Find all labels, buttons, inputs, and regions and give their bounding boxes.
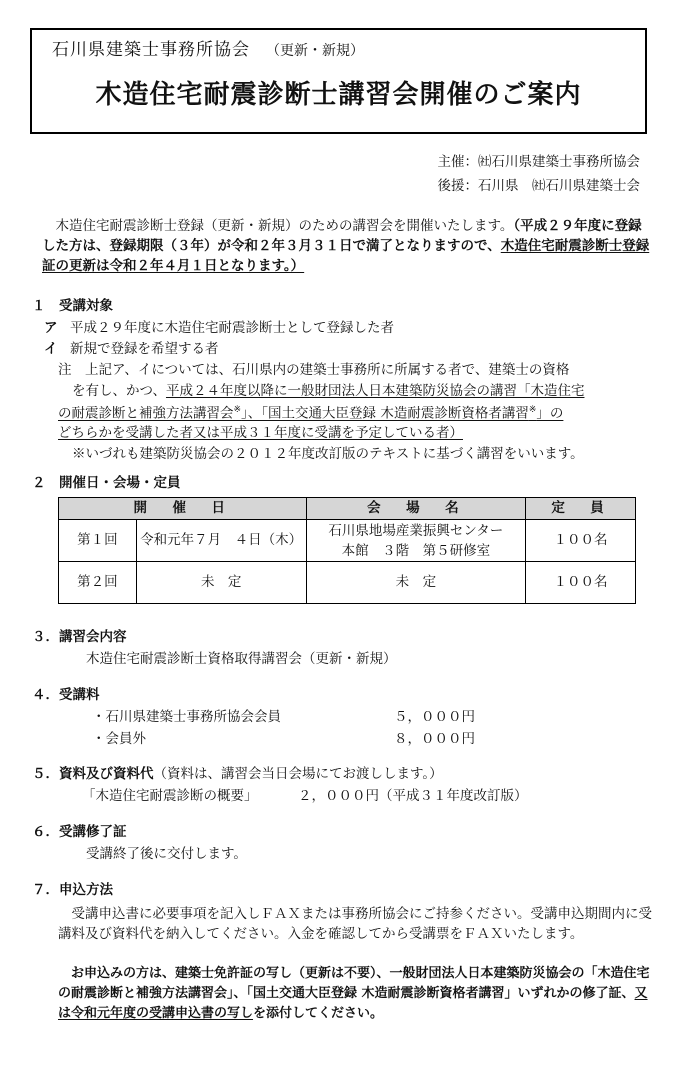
table-row [59,520,636,562]
row-no: 第２回 [59,562,137,604]
fee-price-member: ５，０００円 [394,709,475,725]
s5-heading: ５．資料及び資料代 [32,766,154,782]
s2-heading: ２ 開催日・会場・定員 [32,475,181,491]
table-row [59,562,636,604]
row-no: 第１回 [59,520,137,562]
s7-p2-a: お申込みの方は、建築士免許証の写し（更新は不要）、一般財団法人日本建築防災協会の「木造住宅の耐震診断と補強方法講習会」、「国土交通大臣登録 木造耐震診断資格者講習」いずれかの修了証、 [58,966,650,1001]
s7-p2-c: を添付してください。 [253,1006,384,1021]
intro-paragraph [42,216,654,276]
s1-note-line4: どちらかを受講した者又は平成３１年度に受講を予定している者） [58,425,463,441]
col-date: 開 催 日 [59,498,307,520]
s1-note-3b: 」、「国土交通大臣登録 木造耐震診断資格者講習 [241,405,529,422]
s1-note-line5: ※いづれも建築防災協会の２０１２年度改訂版のテキストに基づく講習をいいます。 [72,446,584,462]
s3-body: 木造住宅耐震診断士資格取得講習会（更新・新規） [86,651,397,667]
s1-a-text: 平成２９年度に木造住宅耐震診断士として登録した者 [70,320,394,336]
s1-a-mark: ア [44,320,58,336]
s3-heading: ３．講習会内容 [32,629,127,645]
host-line: 主催：㈳石川県建築士事務所協会 [437,154,640,170]
s4-heading: ４．受講料 [32,687,100,703]
col-capacity: 定 員 [526,498,636,520]
s5-price: ２，０００円 [298,788,379,804]
support-line: 後援：石川県 ㈳石川県建築士会 [437,178,640,194]
s6-body: 受講終了後に交付します。 [86,846,247,862]
s5-book: 「木造住宅耐震診断の概要」 [82,788,258,804]
s5-heading-line [32,768,443,782]
s1-i-text: 新規で登録を希望する者 [70,341,219,357]
s1-note-line1: 注 上記ア、イについては、石川県内の建築士事務所に所属する者で、建築士の資格 [58,362,570,378]
s1-note-line3 [58,406,563,421]
s1-note-2a: を有し、かつ、 [72,383,166,399]
venue-table [58,497,636,604]
fee-label-nonmember: ・会員外 [92,731,146,747]
s1-note-mark-1: ※ [233,405,242,415]
s7-heading: ７．申込方法 [32,882,113,898]
row-date: 未 定 [136,562,306,604]
s1-heading: １ 受講対象 [32,298,113,314]
s7-p2-b: 又は令和元年度の受講申込書の写し [58,986,648,1021]
s6-heading: ６．受講修了証 [32,824,127,840]
row-venue-1: 石川県地場産業振興センター [328,522,504,539]
s1-note-3c: 」の [536,405,564,422]
s7-paragraph-2 [58,964,654,1024]
venue-table-header [59,498,636,520]
org-name: 石川県建築士事務所協会 [52,40,250,60]
intro-bold-2: 木造住宅耐震診断士登録証の更新は令和２年４月１日となります。） [42,238,650,274]
org-note: （更新・新規） [266,43,364,59]
row-capacity: １００名 [526,562,636,604]
s1-i-mark: イ [44,341,58,357]
s1-note-2b: 平成２４年度以降に一般財団法人日本建築防災協会の講習「木造住宅 [165,383,585,399]
title-box [30,28,647,134]
fee-price-nonmember: ８，０００円 [394,731,475,747]
row-venue: 未 定 [306,562,526,604]
s1-note-3: の耐震診断と補強方法講習会 [58,405,234,422]
row-venue [306,520,526,562]
fee-label-member: ・石川県建築士事務所協会会員 [92,709,281,725]
intro-text: 木造住宅耐震診断士登録（更新・新規）のための講習会を開催いたします。 [55,218,514,234]
intro-bold-1: （平成２９年度に登録した方は、登録期限（３年）が令和２年３月３１日で満了となりますので、 [42,218,642,254]
page-title: 木造住宅耐震診断士講習会開催のご案内 [95,80,582,110]
row-date: 令和元年７月 ４日（木） [136,520,306,562]
col-venue: 会 場 名 [306,498,526,520]
s5-heading-note: （資料は、講習会当日会場にてお渡しします。） [153,766,443,782]
row-capacity: １００名 [526,520,636,562]
s1-note-mark-2: ※ [528,405,537,415]
s5-price-line [298,790,528,804]
s1-note-line2 [72,385,584,399]
title-org-line [52,42,364,59]
s5-edition: （平成３１年度改訂版） [379,788,528,804]
row-venue-2: 本館 ３階 第５研修室 [341,542,491,559]
s7-paragraph-1: 受講申込書に必要事項を記入しＦＡＸまたは事務所協会にご持参ください。受講申込期間内に受講料及び資料代を納入してください。入金を確認してから受講票をＦＡＸいたします。 [58,906,652,942]
